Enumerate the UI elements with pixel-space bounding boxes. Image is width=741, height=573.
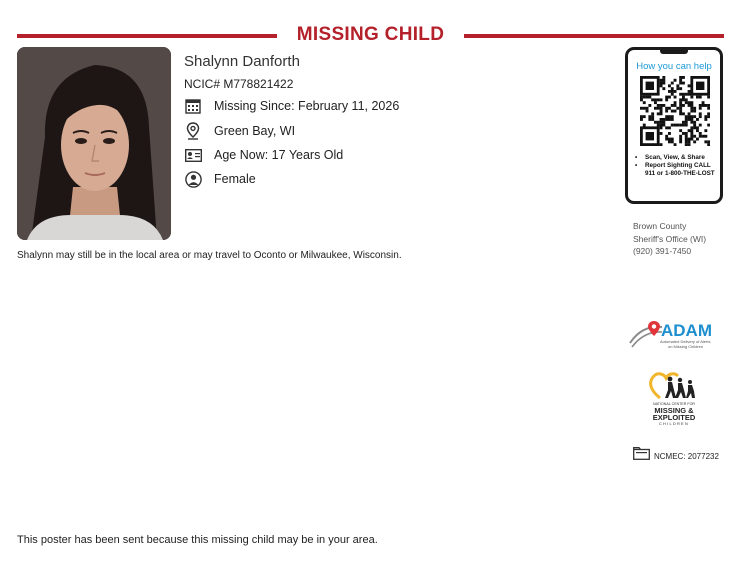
- qr-module: [702, 135, 705, 138]
- qr-module: [674, 104, 677, 107]
- qr-module: [693, 121, 696, 124]
- qr-module: [693, 135, 696, 138]
- qr-module: [707, 107, 710, 110]
- qr-module: [674, 110, 677, 113]
- qr-module: [662, 87, 665, 90]
- qr-module: [668, 90, 671, 93]
- qr-module: [679, 82, 682, 85]
- qr-module: [704, 104, 707, 107]
- qr-module: [679, 101, 682, 104]
- qr-module: [643, 101, 646, 104]
- qr-module: [682, 124, 685, 127]
- qr-module: [688, 112, 691, 115]
- qr-module: [660, 84, 663, 87]
- ncmec-line-1: NATIONAL CENTER FOR: [653, 402, 695, 406]
- qr-finder: [646, 132, 654, 140]
- qr-module: [646, 110, 649, 113]
- qr-module: [674, 96, 677, 99]
- qr-module: [679, 140, 682, 143]
- qr-module: [679, 138, 682, 141]
- qr-module: [702, 101, 705, 104]
- qr-module: [657, 104, 660, 107]
- qr-module: [662, 82, 665, 85]
- qr-module: [707, 143, 710, 146]
- qr-module: [660, 104, 663, 107]
- qr-module: [671, 118, 674, 121]
- child-photo-image: [17, 47, 171, 240]
- qr-module: [668, 118, 671, 121]
- qr-module: [682, 132, 685, 135]
- qr-module: [643, 115, 646, 118]
- qr-code-image: [640, 76, 710, 146]
- qr-module: [679, 129, 682, 132]
- qr-module: [702, 104, 705, 107]
- qr-module: [662, 76, 665, 79]
- qr-module: [679, 135, 682, 138]
- qr-module: [657, 112, 660, 115]
- qr-module: [682, 96, 685, 99]
- ncmec-line-3: CHILDREN: [658, 421, 690, 426]
- qr-module: [651, 118, 654, 121]
- qr-module: [676, 124, 679, 127]
- person-icon: [184, 170, 202, 188]
- qr-module: [707, 96, 710, 99]
- qr-module: [704, 140, 707, 143]
- qr-module: [679, 110, 682, 113]
- qr-module: [654, 107, 657, 110]
- agency-phone: (920) 391-7450: [633, 246, 692, 256]
- footer-text: This poster has been sent because this missing child may be in your area.: [17, 534, 378, 546]
- age-row: [184, 145, 344, 165]
- qr-module: [671, 138, 674, 141]
- qr-module: [662, 121, 665, 124]
- qr-module: [640, 118, 643, 121]
- qr-module: [640, 107, 643, 110]
- qr-module: [651, 98, 654, 101]
- qr-module: [662, 104, 665, 107]
- ncmec-figures-icon: [646, 368, 702, 402]
- id-card-icon: [184, 146, 202, 164]
- qr-module: [660, 112, 663, 115]
- qr-module: [699, 135, 702, 138]
- qr-module: [674, 90, 677, 93]
- qr-module: [690, 132, 693, 135]
- qr-module: [674, 101, 677, 104]
- qr-module: [685, 124, 688, 127]
- qr-module: [660, 132, 663, 135]
- ncmec-case: [633, 447, 719, 465]
- qr-module: [665, 110, 668, 113]
- qr-module: [690, 96, 693, 99]
- qr-module: [654, 101, 657, 104]
- sex-text: Female: [214, 172, 256, 186]
- qr-module: [679, 93, 682, 96]
- qr-module: [665, 107, 668, 110]
- ncmec-logo: [646, 368, 702, 428]
- qr-module: [679, 124, 682, 127]
- qr-module: [668, 96, 671, 99]
- qr-module: [685, 135, 688, 138]
- qr-module: [699, 115, 702, 118]
- qr-module: [668, 138, 671, 141]
- qr-module: [688, 118, 691, 121]
- qr-module: [662, 79, 665, 82]
- qr-module: [685, 98, 688, 101]
- qr-module: [688, 104, 691, 107]
- qr-module: [690, 101, 693, 104]
- qr-module: [660, 79, 663, 82]
- qr-module: [657, 98, 660, 101]
- qr-module: [665, 135, 668, 138]
- qr-module: [690, 107, 693, 110]
- sex-row: [184, 169, 256, 189]
- adam-logo: [628, 317, 720, 353]
- ncmec-exploited: EXPLOITED: [652, 413, 696, 422]
- qr-module: [671, 90, 674, 93]
- ncmec-missing: MISSING &: [654, 406, 694, 415]
- qr-module: [660, 121, 663, 124]
- qr-module: [679, 79, 682, 82]
- child-photo: [17, 47, 171, 240]
- qr-module: [693, 124, 696, 127]
- qr-module: [665, 118, 668, 121]
- qr-module: [685, 140, 688, 143]
- qr-module: [671, 82, 674, 85]
- qr-module: [640, 115, 643, 118]
- qr-module: [693, 107, 696, 110]
- qr-module: [679, 112, 682, 115]
- qr-module: [699, 107, 702, 110]
- qr-module: [660, 126, 663, 129]
- qr-module: [688, 138, 691, 141]
- qr-module: [679, 76, 682, 79]
- qr-module: [660, 143, 663, 146]
- qr-finder: [696, 82, 704, 90]
- qr-module: [682, 121, 685, 124]
- qr-module: [685, 138, 688, 141]
- qr-module: [671, 93, 674, 96]
- qr-module: [676, 107, 679, 110]
- qr-module: [699, 112, 702, 115]
- how-to-help-panel: [625, 47, 723, 204]
- qr-module: [693, 115, 696, 118]
- qr-module: [685, 118, 688, 121]
- help-bullet-report: • Report Sighting CALL 911 or 1-800-THE-LOST: [634, 162, 720, 178]
- poster-header: [17, 24, 724, 48]
- qr-module: [657, 124, 660, 127]
- location-text: Green Bay, WI: [214, 124, 296, 138]
- qr-module: [707, 140, 710, 143]
- missing-since-row: [184, 96, 400, 116]
- folder-icon: [633, 447, 650, 465]
- qr-module: [685, 121, 688, 124]
- qr-module: [674, 124, 677, 127]
- qr-module: [662, 118, 665, 121]
- poster-title: MISSING CHILD: [296, 24, 445, 45]
- qr-module: [671, 124, 674, 127]
- qr-module: [696, 126, 699, 129]
- qr-module: [688, 140, 691, 143]
- qr-module: [682, 104, 685, 107]
- qr-module: [665, 138, 668, 141]
- qr-module: [660, 107, 663, 110]
- qr-module: [690, 126, 693, 129]
- qr-module: [651, 112, 654, 115]
- phone-notch: [660, 50, 688, 54]
- qr-module: [643, 96, 646, 99]
- qr-module: [668, 132, 671, 135]
- qr-module: [643, 124, 646, 127]
- qr-module: [671, 115, 674, 118]
- agency-info: [633, 220, 706, 258]
- qr-module: [682, 76, 685, 79]
- qr-module: [660, 98, 663, 101]
- qr-module: [690, 104, 693, 107]
- qr-module: [682, 112, 685, 115]
- qr-module: [674, 79, 677, 82]
- qr-module: [662, 124, 665, 127]
- qr-module: [660, 110, 663, 113]
- qr-module: [699, 124, 702, 127]
- qr-module: [668, 115, 671, 118]
- qr-module: [693, 140, 696, 143]
- qr-module: [693, 126, 696, 129]
- qr-code[interactable]: [640, 76, 710, 146]
- qr-module: [688, 84, 691, 87]
- qr-module: [699, 132, 702, 135]
- header-rule-right: [464, 34, 724, 38]
- qr-module: [654, 98, 657, 101]
- qr-module: [668, 140, 671, 143]
- qr-module: [671, 110, 674, 113]
- qr-module: [654, 121, 657, 124]
- how-to-help-heading: How you can help: [636, 61, 712, 72]
- location-row: [184, 121, 296, 141]
- qr-module: [699, 96, 702, 99]
- qr-module: [646, 96, 649, 99]
- qr-module: [704, 118, 707, 121]
- qr-module: [648, 96, 651, 99]
- ncmec-line-2: [646, 407, 702, 421]
- qr-module: [688, 129, 691, 132]
- qr-module: [679, 98, 682, 101]
- qr-module: [685, 93, 688, 96]
- qr-module: [690, 138, 693, 141]
- agency-office: Sheriff's Office (WI): [633, 233, 707, 244]
- qr-module: [657, 121, 660, 124]
- qr-module: [682, 98, 685, 101]
- qr-module: [660, 82, 663, 85]
- missing-since-text: Missing Since: February 11, 2026: [214, 99, 400, 113]
- qr-module: [707, 124, 710, 127]
- qr-module: [679, 107, 682, 110]
- qr-module: [696, 96, 699, 99]
- qr-module: [704, 135, 707, 138]
- qr-module: [688, 90, 691, 93]
- qr-module: [690, 135, 693, 138]
- qr-module: [668, 107, 671, 110]
- qr-module: [671, 87, 674, 90]
- qr-module: [690, 118, 693, 121]
- qr-module: [643, 107, 646, 110]
- qr-module: [665, 96, 668, 99]
- qr-module: [640, 98, 643, 101]
- qr-module: [685, 115, 688, 118]
- qr-module: [690, 129, 693, 132]
- adam-tagline-1: Automated Delivery of Alerts: [660, 339, 711, 344]
- qr-module: [660, 118, 663, 121]
- qr-module: [676, 87, 679, 90]
- qr-module: [660, 124, 663, 127]
- qr-module: [665, 115, 668, 118]
- ncmec-case-number: NCMEC: 2077232: [654, 451, 719, 461]
- age-text: Age Now: 17 Years Old: [214, 148, 344, 162]
- qr-module: [707, 115, 710, 118]
- ncic-number: NCIC# M778821422: [184, 77, 294, 91]
- qr-module: [685, 143, 688, 146]
- qr-module: [648, 104, 651, 107]
- qr-module: [685, 132, 688, 135]
- calendar-icon: [184, 97, 202, 115]
- description-text: Shalynn may still be in the local area or may travel to Oconto or Milwaukee, Wisconsin.: [17, 250, 402, 261]
- qr-module: [668, 126, 671, 129]
- qr-module: [688, 101, 691, 104]
- qr-module: [693, 110, 696, 113]
- qr-finder: [646, 82, 654, 90]
- qr-module: [671, 140, 674, 143]
- qr-module: [696, 118, 699, 121]
- qr-module: [648, 115, 651, 118]
- qr-module: [676, 84, 679, 87]
- qr-module: [640, 96, 643, 99]
- child-name: Shalynn Danforth: [184, 53, 300, 70]
- adam-tagline-2: on Missing Children: [668, 344, 704, 349]
- qr-module: [646, 107, 649, 110]
- qr-module: [671, 104, 674, 107]
- qr-module: [707, 112, 710, 115]
- qr-module: [699, 104, 702, 107]
- adam-logo-text: ADAM: [661, 321, 712, 340]
- qr-module: [690, 115, 693, 118]
- qr-module: [704, 129, 707, 132]
- qr-module: [665, 126, 668, 129]
- qr-module: [648, 118, 651, 121]
- qr-module: [657, 107, 660, 110]
- qr-module: [707, 104, 710, 107]
- qr-module: [696, 129, 699, 132]
- qr-module: [704, 115, 707, 118]
- qr-module: [679, 87, 682, 90]
- qr-module: [651, 115, 654, 118]
- qr-module: [690, 121, 693, 124]
- qr-module: [688, 143, 691, 146]
- qr-module: [679, 104, 682, 107]
- qr-module: [668, 84, 671, 87]
- qr-module: [696, 138, 699, 141]
- qr-module: [688, 115, 691, 118]
- qr-module: [690, 110, 693, 113]
- qr-module: [674, 143, 677, 146]
- agency-county: Brown County: [633, 221, 687, 231]
- qr-module: [682, 93, 685, 96]
- qr-module: [665, 98, 668, 101]
- help-bullet-list: [634, 154, 720, 178]
- qr-module: [682, 82, 685, 85]
- qr-module: [685, 101, 688, 104]
- qr-module: [688, 93, 691, 96]
- location-pin-icon: [184, 122, 202, 140]
- help-bullet-scan: • Scan, View, & Share: [634, 154, 720, 162]
